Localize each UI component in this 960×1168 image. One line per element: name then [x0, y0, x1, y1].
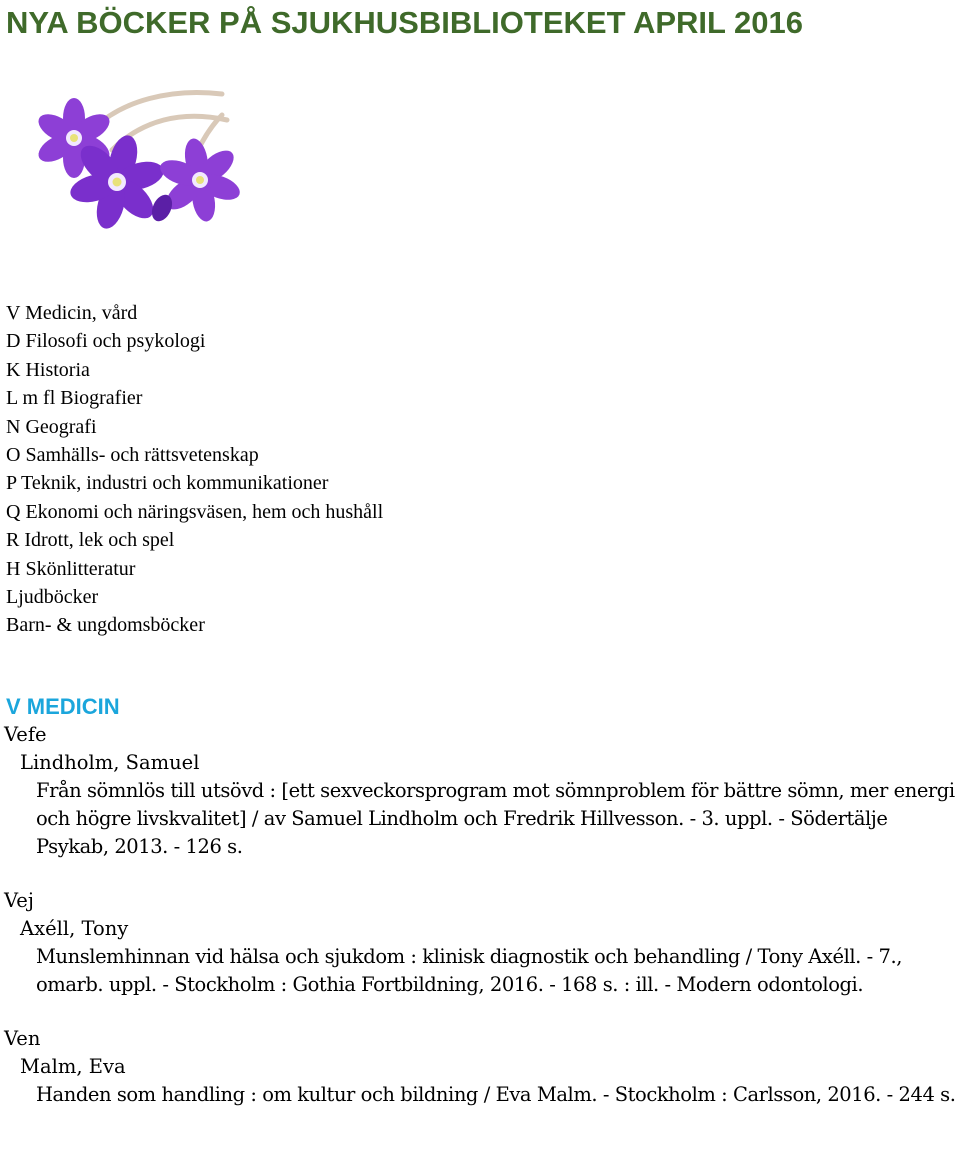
shelf-code: Vej — [4, 889, 34, 912]
book-entry — [0, 721, 960, 861]
category-index-item: H Skönlitteratur — [6, 557, 136, 580]
shelf-code: Vefe — [4, 723, 47, 746]
book-description: Munslemhinnan vid hälsa och sjukdom : klinisk diagnostik och behandling / Tony Axéll. - 7., omarb. uppl. - Stockholm : Gothia Fortbildning, 2016. - 168 s. : ill. - Modern odontologi. — [36, 945, 902, 996]
category-index-item: D Filosofi och psykologi — [6, 330, 206, 353]
category-index-item: R Idrott, lek och spel — [6, 529, 175, 552]
category-index-item: L m fl Biografier — [6, 387, 143, 410]
category-index-item: P Teknik, industri och kommunikationer — [6, 472, 329, 495]
book-author: Lindholm, Samuel — [20, 751, 200, 774]
category-index-item: Ljudböcker — [6, 586, 99, 609]
book-entry — [0, 887, 960, 999]
book-author: Malm, Eva — [20, 1055, 126, 1078]
category-index — [6, 299, 383, 640]
book-entries — [0, 721, 960, 1109]
book-author: Axéll, Tony — [20, 917, 129, 940]
category-index-item: K Historia — [6, 358, 90, 381]
page-title: NYA BÖCKER PÅ SJUKHUSBIBLIOTEKET APRIL 2016 — [6, 5, 803, 40]
book-entry — [0, 1025, 960, 1109]
category-index-item: N Geografi — [6, 415, 97, 438]
category-index-item: Barn- & ungdomsböcker — [6, 614, 205, 637]
shelf-code: Ven — [4, 1027, 41, 1050]
purple-hepatica-flowers-icon — [22, 80, 252, 240]
category-index-item: V Medicin, vård — [6, 302, 138, 324]
section-heading: V MEDICIN — [6, 694, 120, 719]
category-index-item: O Samhälls- och rättsvetenskap — [6, 444, 259, 467]
book-description: Handen som handling : om kultur och bildning / Eva Malm. - Stockholm : Carlsson, 2016. - 244 s. — [36, 1083, 956, 1106]
book-description: Från sömnlös till utsövd : [ett sexveckorsprogram mot sömnproblem för bättre sömn, mer energi och högre livskvalitet] / av Samuel Lindholm och Fredrik Hillvesson. - 3. uppl. - Södertälje Psykab, 2013. - 126 s. — [36, 779, 955, 858]
category-index-item: Q Ekonomi och näringsväsen, hem och hushåll — [6, 500, 384, 523]
